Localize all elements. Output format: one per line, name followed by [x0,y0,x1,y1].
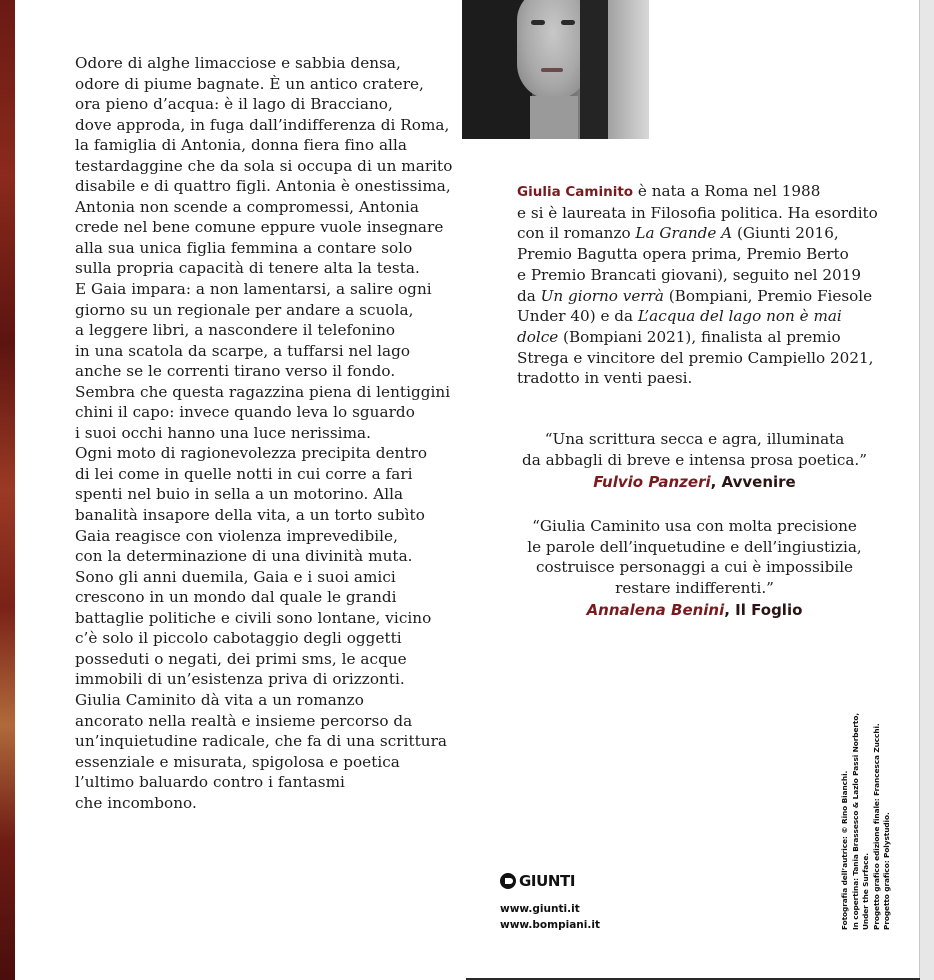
synopsis-line: i suoi occhi hanno una luce nerissima. [75,423,372,442]
book-title: L’acqua del lago non è mai [637,307,842,326]
synopsis-line: c’è solo il piccolo cabotaggio degli oggetti [75,629,402,648]
synopsis-line: sulla propria capacità di tenere alta la testa. [75,259,420,278]
synopsis-line: testardaggine che da sola si occupa di un marito [75,156,453,175]
synopsis-line: alla sua unica figlia femmina a contare solo [75,238,413,257]
synopsis-line: ancorato nella realtà e insieme percorso da [75,711,413,730]
book-title: Un giorno verrà [540,286,664,305]
publisher-urls [500,902,600,933]
synopsis-text [75,53,453,813]
credits-block [840,712,900,930]
synopsis-line: Gaia reagisce con violenza imprevedibile, [75,526,398,545]
synopsis-line: in una scatola da scarpe, a tuffarsi nel lago [75,341,411,360]
synopsis-line: battaglie politiche e civili sono lontane, vicino [75,608,432,627]
author-bio [517,181,878,389]
credit-line: Progetto grafico edizione finale: Francesca Zucchi. [871,723,881,930]
synopsis-line: la famiglia di Antonia, donna fiera fino alla [75,136,407,155]
synopsis-line: crescono in un mondo dal quale le grandi [75,588,397,607]
synopsis-line: posseduti o negati, dei primi sms, le acque [75,649,407,668]
synopsis-line: disabile e di quattro figli. Antonia è onestissima, [75,177,451,196]
synopsis-line: Odore di alghe limacciose e sabbia densa, [75,54,401,72]
newspaper-name: , Il Foglio [724,601,803,620]
giunti-g-icon [500,873,516,889]
synopsis-line: che incombono. [75,793,197,812]
bio-line [517,181,867,203]
synopsis-line: dove approda, in fuga dall’indifferenza di Roma, [75,115,450,134]
bio-line: e Premio Brancati giovani), seguito nel 2019 [517,265,862,284]
synopsis-line: essenziale e misurata, spigolosa e poetica [75,752,400,771]
publisher-name: GIUNTI [519,872,576,890]
author-photo [462,0,649,139]
url-bompiani: www.bompiani.it [500,918,600,931]
credit-line: Fotografia dell’autrice: © Rino Bianchi. [840,770,849,930]
author-name: Giulia Caminito [517,184,634,200]
bio-line [517,306,867,327]
bio-text: da [517,286,541,305]
synopsis-line: Sembra che questa ragazzina piena di lentiggini [75,382,451,401]
critic-name: Fulvio Panzeri [593,473,711,492]
synopsis-line: odore di piume bagnate. È un antico cratere, [75,74,424,93]
synopsis-line: giorno su un regionale per andare a scuola, [75,300,414,319]
credit-line: In copertina: Tania Brassesco & Lazlo Passi Norberto, [850,712,860,930]
quote-line: restare indifferenti.” [615,578,774,597]
quote-line: da abbagli di breve e intensa prosa poetica.” [522,450,867,469]
synopsis-line: E Gaia impara: a non lamentarsi, a salire ogni [75,280,432,299]
synopsis-line: Giulia Caminito dà vita a un romanzo [75,690,364,709]
bio-line [517,327,867,348]
synopsis-line: chini il capo: invece quando leva lo sguardo [75,403,415,422]
credit-line: Under the Surface. [861,853,870,930]
synopsis-line: Ogni moto di ragionevolezza precipita dentro [75,444,428,463]
url-giunti: www.giunti.it [500,903,580,915]
publisher-logo [500,872,575,890]
newspaper-name: , Avvenire [710,473,796,492]
quote-source [517,472,872,493]
book-title: dolce [517,327,559,346]
review-quote [517,429,872,493]
bio-text: (Bompiani 2021), finalista al premio [558,327,841,346]
bio-line: Premio Bagutta opera prima, Premio Berto [517,245,849,264]
synopsis-line: anche se le correnti tirano verso il fondo. [75,362,396,381]
bio-text: è nata a Roma nel 1988 [633,182,821,200]
quote-line: le parole dell’inquetudine e dell’ingiustizia, [527,537,862,556]
synopsis-line: Antonia non scende a compromessi, Antonia [75,197,419,216]
bio-line: Strega e vincitore del premio Campiello 2021, [517,348,874,367]
quote-line: “Una scrittura secca e agra, illuminata [544,430,845,448]
synopsis-line: a leggere libri, a nascondere il telefonino [75,321,396,340]
bio-line [517,223,867,244]
bio-text: (Bompiani, Premio Fiesole [663,286,873,305]
synopsis-line: ora pieno d’acqua: è il lago di Bracciano, [75,95,393,114]
bio-text: (Giunti 2016, [732,224,839,243]
book-title: La Grande A [635,224,733,243]
review-quote [517,516,872,621]
bio-line [517,286,873,307]
synopsis-line: banalità insapore della vita, a un torto subìto [75,506,425,525]
synopsis-line: di lei come in quelle notti in cui corre a fari [75,464,413,483]
synopsis-line: l’ultimo baluardo contro i fantasmi [75,773,345,792]
bio-line: tradotto in venti paesi. [517,369,693,388]
critic-name: Annalena Benini [586,601,725,620]
synopsis-line: crede nel bene comune eppure vuole insegnare [75,218,444,237]
cover-edge-right [919,0,934,980]
synopsis-line: con la determinazione di una divinità muta. [75,547,413,566]
bio-text: Under 40) e da [517,307,638,326]
quote-source [517,600,872,621]
credit-line: Progetto grafico: Polystudio. [882,812,891,930]
synopsis-line: un’inquietudine radicale, che fa di una scrittura [75,732,448,751]
quote-line: costruisce personaggi a cui è impossibile [535,558,854,577]
quote-line: “Giulia Caminito usa con molta precisione [532,517,857,535]
cover-edge-left [0,0,15,980]
bio-line: e si è laureata in Filosofia politica. Ha esordito [517,203,878,222]
synopsis-line: immobili di un’esistenza priva di orizzonti. [75,670,405,689]
synopsis-line: Sono gli anni duemila, Gaia e i suoi amici [75,567,396,586]
bio-text: con il romanzo [517,224,636,243]
synopsis-line: spenti nel buio in sella a un motorino. Alla [75,485,404,504]
